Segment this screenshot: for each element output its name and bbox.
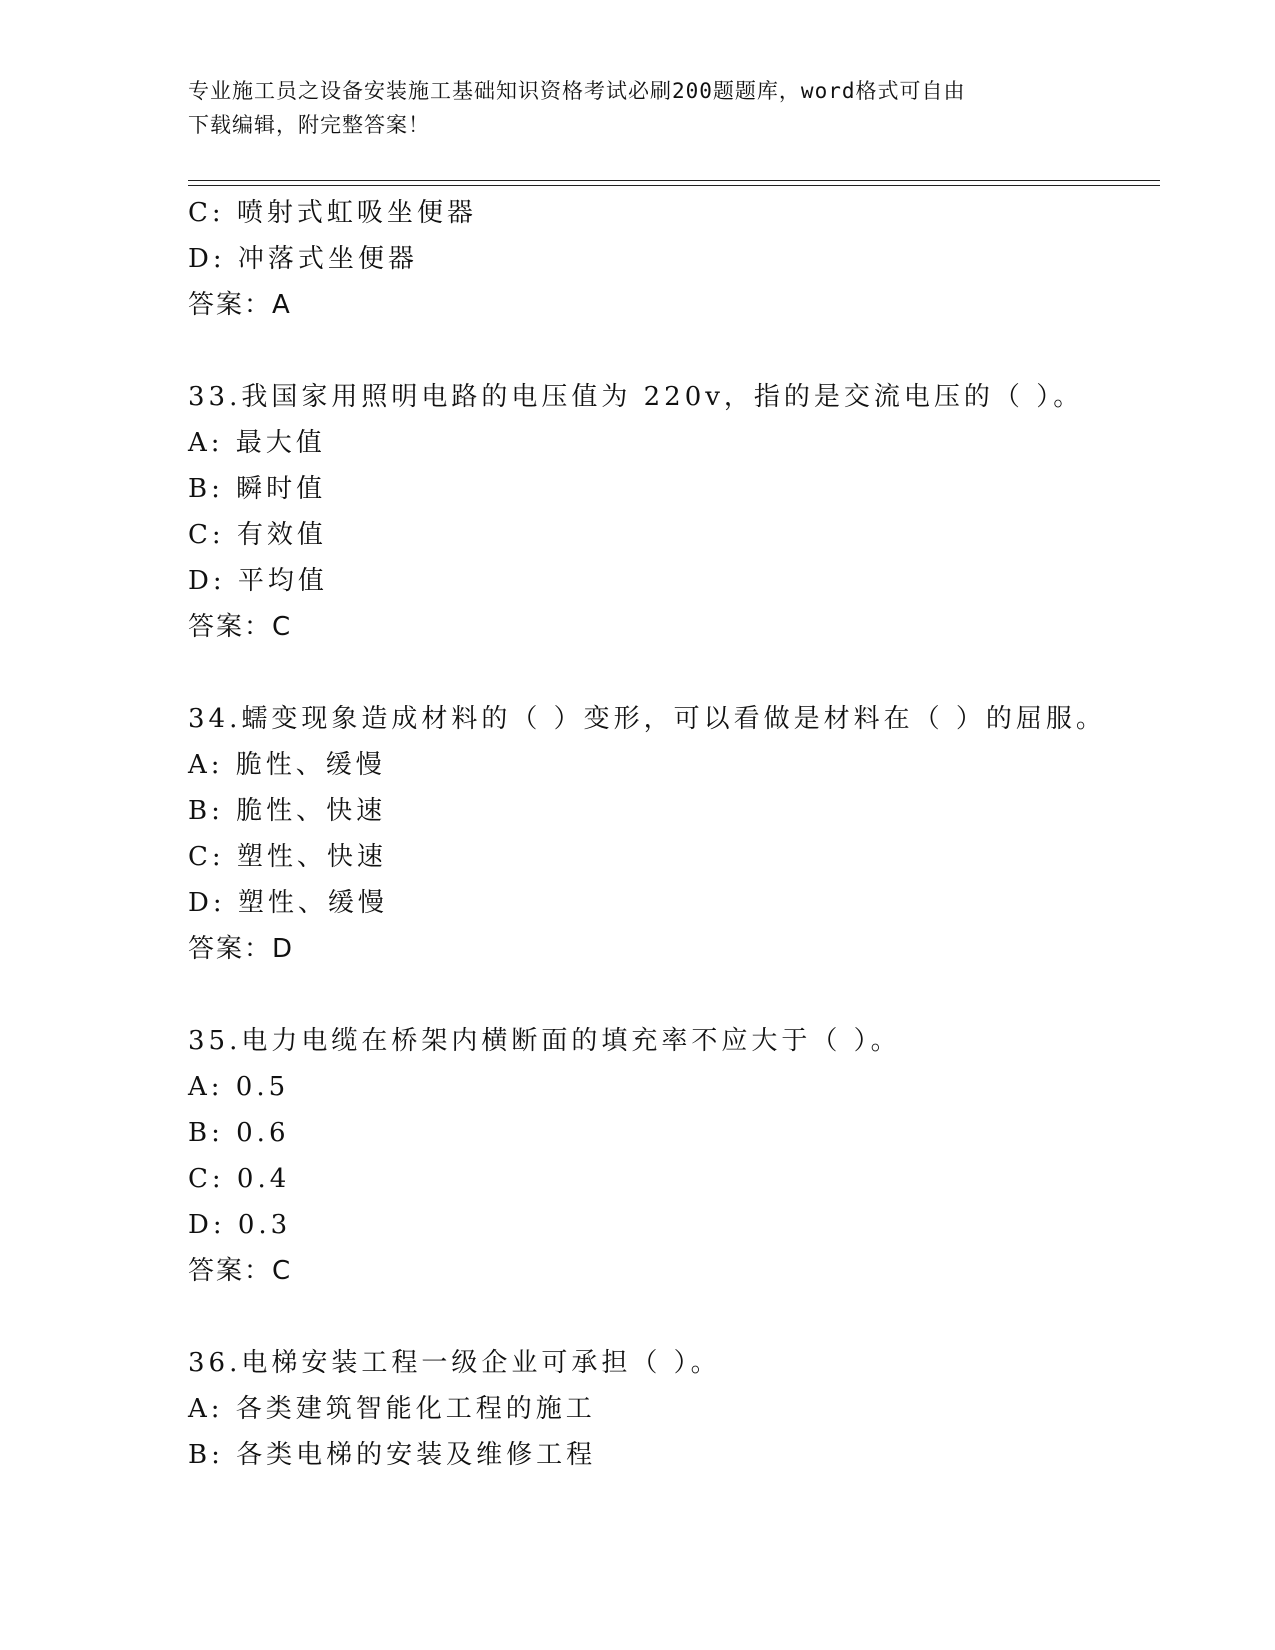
question-35 xyxy=(188,1018,1160,1294)
option-a: A: 0.5 xyxy=(188,1072,290,1102)
document-header xyxy=(188,74,1068,142)
header-line-2: 下载编辑，附完整答案！ xyxy=(188,113,430,137)
option-c: C: 0.4 xyxy=(188,1164,291,1194)
question-33 xyxy=(188,374,1160,650)
question-stem: 35.电力电缆在桥架内横断面的填充率不应大于（ ）。 xyxy=(188,1026,901,1056)
header-line-1: 专业施工员之设备安装施工基础知识资格考试必刷200题题库，word格式可自由 xyxy=(188,79,966,103)
option-d: D: 塑性、缓慢 xyxy=(188,888,388,918)
answer-line: 答案：C xyxy=(188,1256,293,1286)
option-a: A: 最大值 xyxy=(188,428,326,458)
question-36 xyxy=(188,1340,1160,1478)
question-stem: 33.我国家用照明电路的电压值为 220v，指的是交流电压的（ ）。 xyxy=(188,382,1084,412)
option-a: A: 各类建筑智能化工程的施工 xyxy=(188,1394,596,1424)
option-c: C: 有效值 xyxy=(188,520,327,550)
question-34 xyxy=(188,696,1160,972)
question-stem: 36.电梯安装工程一级企业可承担（ ）。 xyxy=(188,1348,721,1378)
option-b: B: 瞬时值 xyxy=(188,474,327,504)
option-b: B: 0.6 xyxy=(188,1118,290,1148)
question-fragment xyxy=(188,190,1160,328)
option-c: C: 塑性、快速 xyxy=(188,842,387,872)
option-a: A: 脆性、缓慢 xyxy=(188,750,386,780)
question-list xyxy=(188,190,1160,1478)
answer-line: 答案：C xyxy=(188,612,293,642)
option-b: B: 脆性、快速 xyxy=(188,796,387,826)
question-stem: 34.蠕变现象造成材料的（ ）变形，可以看做是材料在（ ）的屈服。 xyxy=(188,704,1106,734)
answer-line: 答案：D xyxy=(188,934,295,964)
option-d: D: 冲落式坐便器 xyxy=(188,244,418,274)
answer-line: 答案：A xyxy=(188,290,292,320)
header-rule-bottom xyxy=(188,185,1160,186)
spacer xyxy=(188,650,1160,696)
option-d: D: 0.3 xyxy=(188,1210,292,1240)
spacer xyxy=(188,1294,1160,1340)
option-d: D: 平均值 xyxy=(188,566,328,596)
spacer xyxy=(188,972,1160,1018)
spacer xyxy=(188,328,1160,374)
header-rule-top xyxy=(188,180,1160,181)
option-c: C: 喷射式虹吸坐便器 xyxy=(188,198,477,228)
option-b: B: 各类电梯的安装及维修工程 xyxy=(188,1440,597,1470)
